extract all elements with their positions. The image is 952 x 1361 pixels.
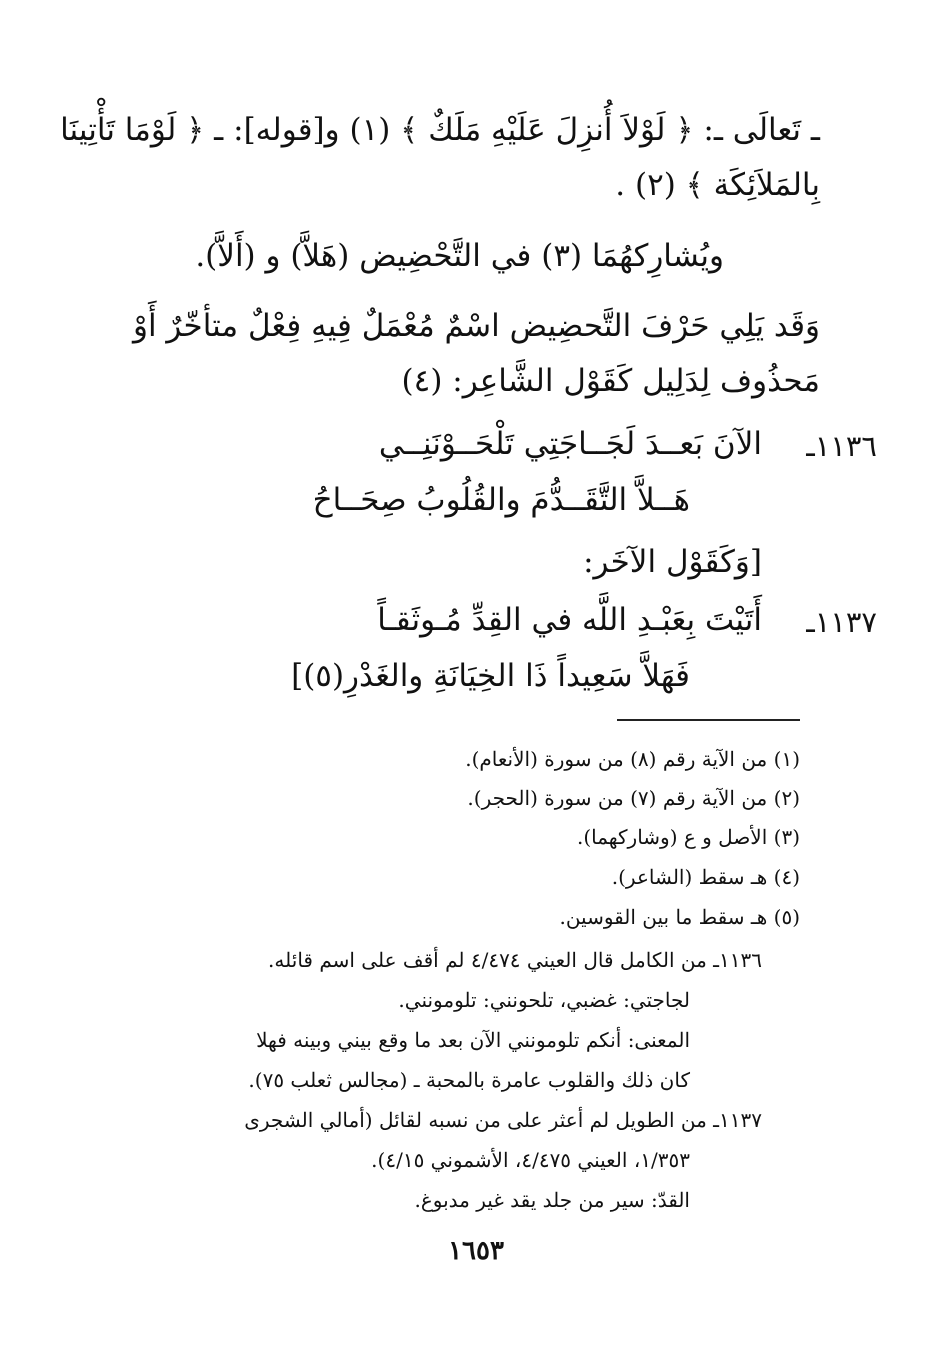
commentary-1136-line-2: لجاجتي: غضبي، تلحونني: تلومونني. <box>398 988 690 1012</box>
verse-first-hemistich: أَتَيْتَ بِعَبْـدِ اللَّه في القِدِّ مُـوثَقـاً <box>377 602 762 638</box>
verse-number: ١١٣٦ـ <box>806 429 877 463</box>
body-line-5: مَحذُوف لِدَلِيل كَقَوْل الشَّاعِر: (٤) <box>401 363 820 399</box>
verse-second-hemistich: فَهَلاَّ سَعِيداً ذَا الخِيَانَةِ والغَدْرِ(٥)] <box>291 658 690 694</box>
page-number: ١٦٥٣ <box>448 1236 504 1266</box>
commentary-1136-line-3: المعنى: أنكم تلومونني الآن بعد ما وقع بيني وبينه فهلا <box>256 1028 690 1052</box>
body-line-2: بِالمَلاَئِكَة ﴾ (٢) . <box>615 167 820 203</box>
commentary-1137-line-3: القدّ: سير من جلد يقد غير مدبوغ. <box>414 1188 690 1212</box>
verse-second-hemistich: هَــلاَّ التَّقَــدُّمَ والقُلُوبُ صِحَــاحُ <box>312 482 690 518</box>
footnote-1: (١) من الآية رقم (٨) من سورة (الأنعام). <box>465 747 800 771</box>
body-line-3: ويُشارِكهُمَا (٣) في التَّحْضِيض (هَلاَّ) و (أَلاَّ). <box>195 238 724 274</box>
footnote-4: (٤) هـ سقط (الشاعر). <box>611 865 800 889</box>
commentary-1136-line-1: ١١٣٦ـ من الكامل قال العيني ٤/٤٧٤ لم أقف على اسم قائله. <box>268 948 762 972</box>
footnote-3: (٣) الأصل و ع (وشاركهما). <box>576 825 800 849</box>
body-line-4: وَقَد يَلِي حَرْفَ التَّحضِيض اسْمٌ مُعْمَلٌ فِيهِ فِعْلٌ متأخّرٌ أَوْ <box>133 308 820 344</box>
verse-number: ١١٣٧ـ <box>806 605 877 639</box>
verse-first-hemistich: الآنَ بَعــدَ لَجَــاجَتِي تَلْحَــوْنَنِــي <box>378 426 762 462</box>
body-line-1: ـ تَعالَى ـ: ﴿ لَوْلاَ أُنزِلَ عَلَيْهِ مَلَكٌ ﴾ (١) و[قوله]: ـ ﴿ لَوْمَا تَأْتِينَا <box>60 112 820 148</box>
footnote-2: (٢) من الآية رقم (٧) من سورة (الحجر). <box>467 786 800 810</box>
commentary-1136-line-4: كان ذلك والقلوب عامرة بالمحبة ـ (مجالس ثعلب ٧٥). <box>248 1068 690 1092</box>
commentary-1137-line-2: ١/٣٥٣، العيني ٤/٤٧٥، الأشموني ٤/١٥). <box>371 1148 690 1172</box>
verse-intro: [وَكَقَوْل الآخَر: <box>583 544 762 580</box>
commentary-1137-line-1: ١١٣٧ـ من الطويل لم أعثر على من نسبه لقائل (أمالي الشجرى <box>244 1108 762 1132</box>
footnote-5: (٥) هـ سقط ما بين القوسين. <box>559 905 800 929</box>
footnote-separator <box>617 719 800 721</box>
